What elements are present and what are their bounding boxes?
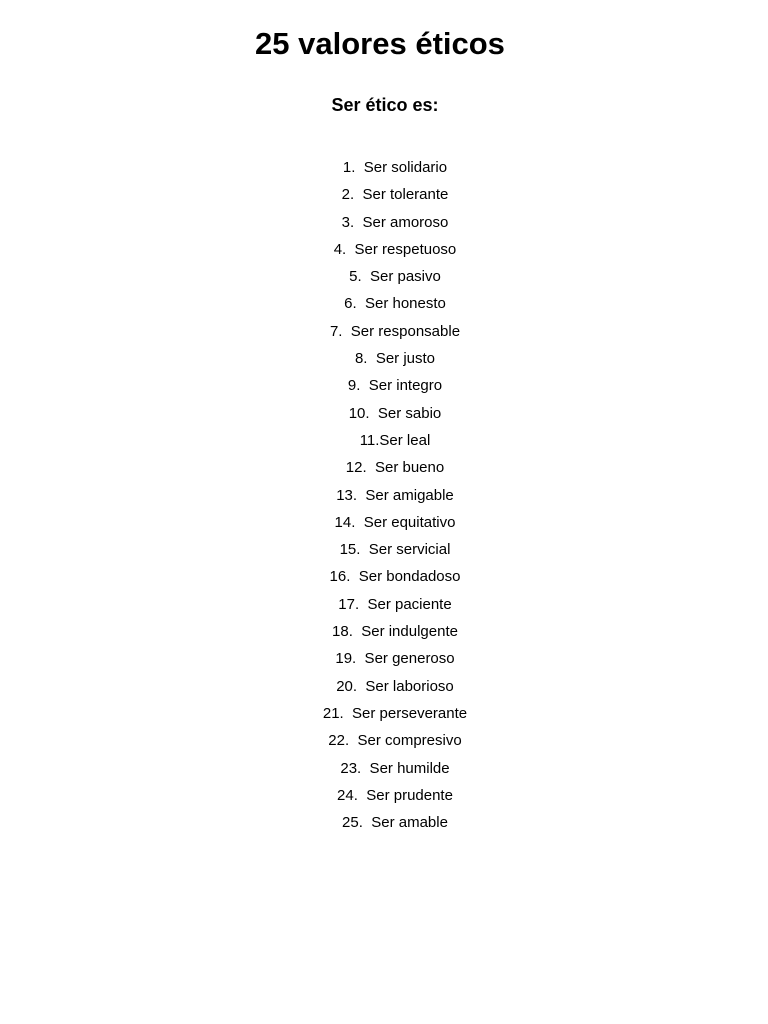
list-item: 25. Ser amable <box>342 814 448 832</box>
list-item: 10. Ser sabio <box>348 404 442 422</box>
list-item: 23. Ser humilde <box>340 759 450 777</box>
list-item: 14. Ser equitativo <box>334 513 456 531</box>
ethical-values-list <box>0 154 768 836</box>
list-item: 20. Ser laborioso <box>336 677 454 695</box>
list-item: 1. Ser solidario <box>342 159 448 176</box>
list-item: 13. Ser amigable <box>336 486 454 504</box>
page-title: 25 valores éticos <box>255 26 505 61</box>
list-item: 16. Ser bondadoso <box>329 568 461 586</box>
list-item: 15. Ser servicial <box>339 541 451 559</box>
list-item: 4. Ser respetuoso <box>333 240 457 258</box>
list-item: 6. Ser honesto <box>344 295 446 313</box>
list-item: 2. Ser tolerante <box>341 186 449 204</box>
list-item: 12. Ser bueno <box>345 459 445 477</box>
list-item: 18. Ser indulgente <box>332 623 458 641</box>
page-subtitle: Ser ético es: <box>331 95 439 115</box>
list-item: 3. Ser amoroso <box>341 213 449 231</box>
list-item: 8. Ser justo <box>354 350 436 368</box>
list-item: 11.Ser leal <box>359 431 431 449</box>
list-item: 19. Ser generoso <box>335 650 455 668</box>
list-item: 22. Ser compresivo <box>328 732 462 750</box>
list-item: 9. Ser integro <box>347 377 443 395</box>
list-item: 24. Ser prudente <box>337 786 453 804</box>
list-item: 5. Ser pasivo <box>349 268 441 286</box>
list-item: 21. Ser perseverante <box>322 704 468 722</box>
list-item: 17. Ser paciente <box>338 595 452 613</box>
list-item: 7. Ser responsable <box>329 322 461 340</box>
